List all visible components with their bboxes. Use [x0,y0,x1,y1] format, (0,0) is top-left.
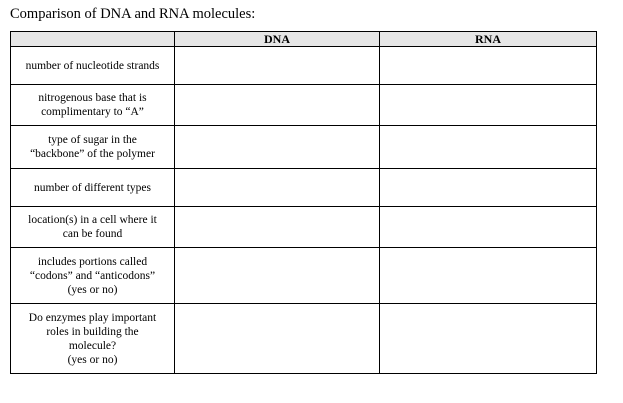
rna-answer-strands[interactable] [380,47,597,85]
row-label-line: number of different types [34,181,151,194]
row-label-location [11,207,175,248]
table-row [11,207,597,248]
table-row [11,47,597,85]
table-row [11,85,597,126]
row-label-line: molecule? [68,339,117,352]
row-label-line: Do enzymes play important [28,311,157,324]
row-label-codons [11,248,175,304]
dna-answer-sugar[interactable] [175,126,380,169]
row-label-line: can be found [62,228,123,240]
row-label-line: type of sugar in the [48,134,137,146]
row-label-line: complimentary to “A” [41,106,144,118]
row-label-line: location(s) in a cell where it [28,214,157,226]
header-dna: DNA [175,32,380,47]
header-rna: RNA [380,32,597,47]
dna-answer-enzymes[interactable] [175,304,380,374]
table-row [11,304,597,374]
row-label-line: (yes or no) [67,353,118,366]
row-label-strands [11,47,175,85]
dna-answer-codons[interactable] [175,248,380,304]
row-label-sugar [11,126,175,169]
row-label-line: (yes or no) [67,283,118,296]
rna-answer-types[interactable] [380,169,597,207]
row-label-types [11,169,175,207]
dna-answer-strands[interactable] [175,47,380,85]
table-row [11,169,597,207]
table-row [11,248,597,304]
page-title: Comparison of DNA and RNA molecules: [10,6,256,22]
row-label-line: includes portions called [37,255,148,268]
dna-answer-location[interactable] [175,207,380,248]
rna-answer-sugar[interactable] [380,126,597,169]
row-label-line: roles in building the [46,325,139,338]
row-label-line: number of nucleotide strands [25,59,160,72]
rna-answer-codons[interactable] [380,248,597,304]
dna-answer-complementary-base[interactable] [175,85,380,126]
rna-answer-location[interactable] [380,207,597,248]
rna-answer-complementary-base[interactable] [380,85,597,126]
header-corner [11,32,175,47]
row-label-line: nitrogenous base that is [38,92,147,104]
rna-answer-enzymes[interactable] [380,304,597,374]
row-label-line: “backbone” of the polymer [30,148,155,160]
row-label-complementary-base [11,85,175,126]
header-row [11,32,597,47]
dna-answer-types[interactable] [175,169,380,207]
table-row [11,126,597,169]
row-label-line: “codons” and “anticodons” [29,269,156,282]
comparison-table [10,31,597,374]
row-label-enzymes [11,304,175,374]
